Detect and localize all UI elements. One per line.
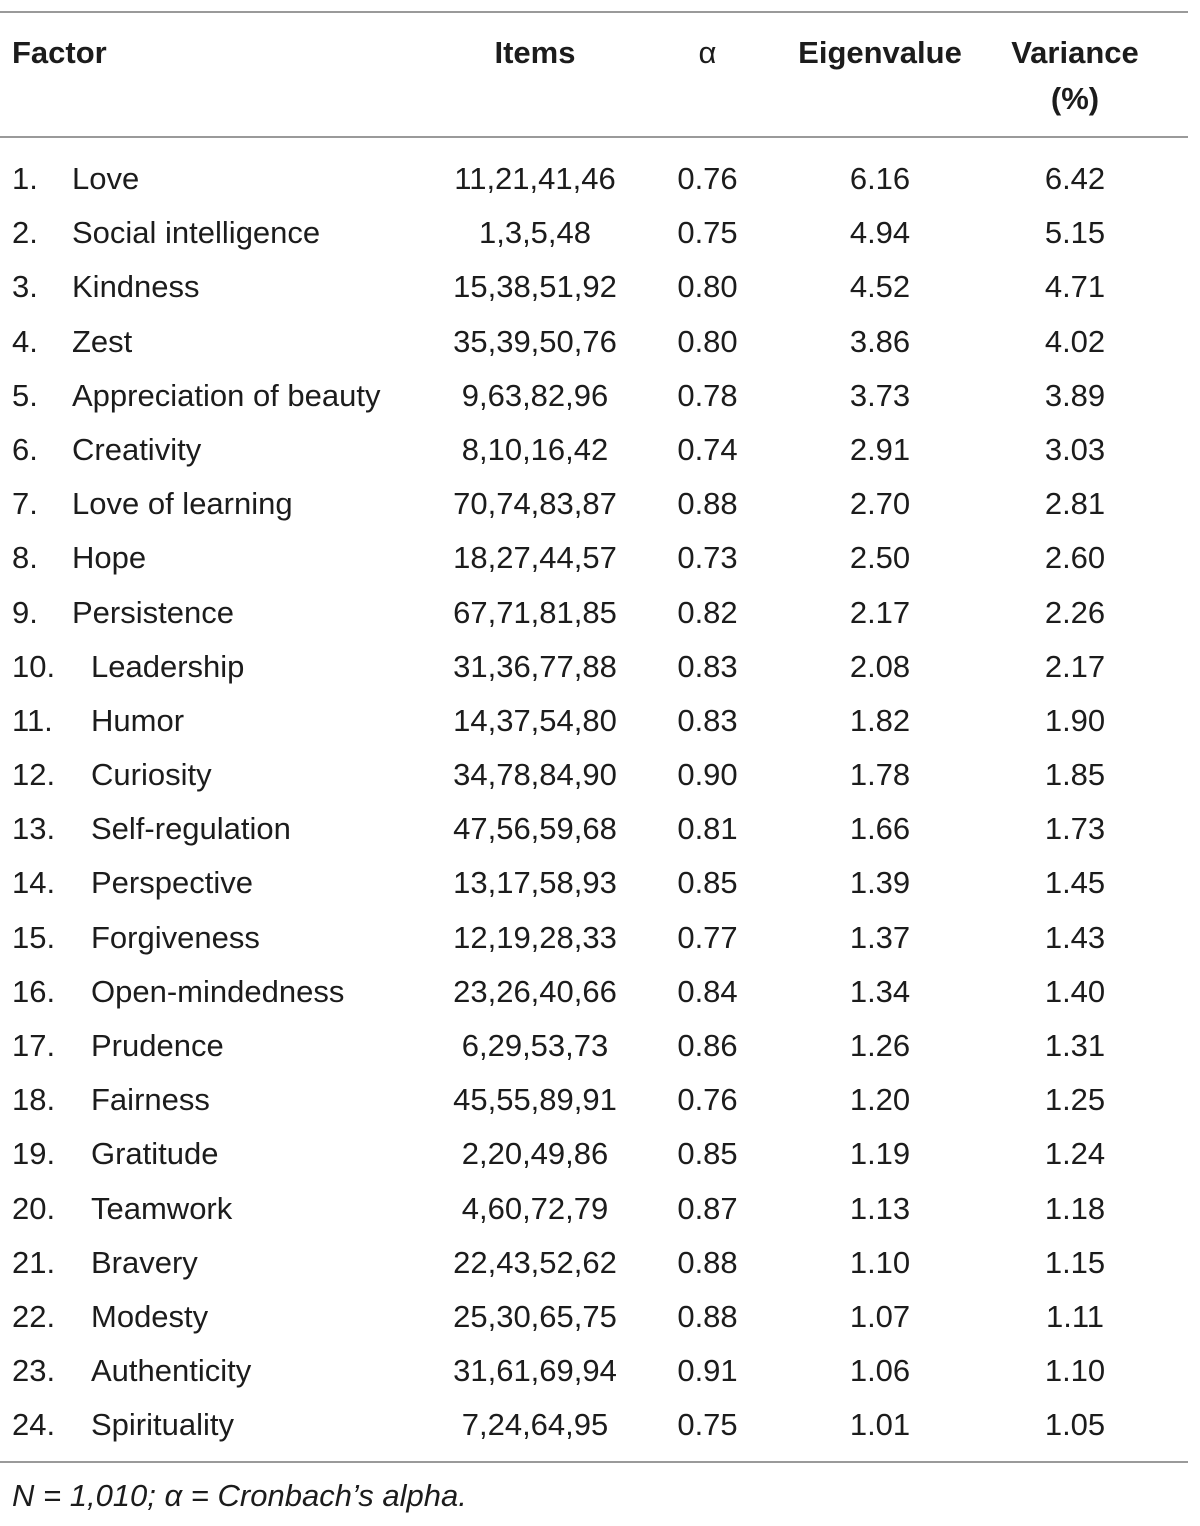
factor-name: Hope	[72, 540, 147, 576]
items-cell: 14,37,54,80	[453, 702, 617, 738]
eigenvalue-cell: 1.82	[849, 702, 911, 738]
row-number: 11.	[12, 702, 53, 738]
eigenvalue-cell: 1.37	[849, 919, 911, 955]
variance-cell: 1.85	[1044, 757, 1106, 793]
variance-cell: 2.81	[1044, 486, 1106, 522]
row-number: 9.	[12, 594, 38, 630]
variance-cell: 4.71	[1044, 269, 1106, 305]
row-number: 5.	[12, 377, 38, 413]
variance-cell: 4.02	[1044, 323, 1106, 359]
variance-cell: 1.45	[1044, 865, 1106, 901]
items-cell: 4,60,72,79	[461, 1190, 609, 1226]
factor-name: Authenticity	[91, 1353, 252, 1389]
table-row	[0, 694, 1188, 748]
items-cell: 13,17,58,93	[453, 865, 617, 901]
eigenvalue-cell: 1.66	[849, 811, 911, 847]
eigenvalue-cell: 1.34	[849, 973, 911, 1009]
alpha-cell: 0.76	[677, 1082, 738, 1118]
row-number: 15.	[12, 919, 56, 955]
eigenvalue-cell: 1.19	[849, 1136, 911, 1172]
variance-cell: 1.24	[1044, 1136, 1106, 1172]
variance-cell: 1.11	[1045, 1298, 1105, 1334]
table-row	[0, 1398, 1188, 1452]
eigenvalue-cell: 6.16	[849, 161, 911, 196]
row-number: 24.	[12, 1407, 56, 1443]
table-row	[0, 423, 1188, 477]
row-number: 20.	[12, 1190, 56, 1226]
table-row	[0, 748, 1188, 802]
table-row	[0, 206, 1188, 260]
alpha-cell: 0.75	[677, 1407, 738, 1443]
factor-name: Persistence	[72, 594, 234, 630]
table-row	[0, 1127, 1188, 1181]
header-variance-line2: (%)	[1050, 81, 1100, 116]
table-row	[0, 911, 1188, 965]
table-row	[0, 1236, 1188, 1290]
row-number: 16.	[12, 973, 56, 1009]
factor-name: Fairness	[91, 1082, 210, 1118]
alpha-cell: 0.90	[677, 757, 738, 793]
factor-name: Leadership	[91, 648, 245, 684]
table-row	[0, 1344, 1188, 1398]
row-number: 12.	[12, 757, 56, 793]
eigenvalue-cell: 2.70	[849, 486, 911, 522]
items-cell: 22,43,52,62	[453, 1244, 617, 1280]
alpha-cell: 0.84	[677, 973, 738, 1009]
table-row	[0, 1073, 1188, 1127]
variance-cell: 1.05	[1044, 1407, 1106, 1443]
items-cell: 70,74,83,87	[453, 486, 617, 522]
eigenvalue-cell: 2.50	[849, 540, 911, 576]
factor-name: Gratitude	[91, 1136, 219, 1172]
eigenvalue-cell: 3.86	[849, 323, 911, 359]
items-cell: 2,20,49,86	[461, 1136, 609, 1172]
eigenvalue-cell: 2.08	[849, 648, 911, 684]
variance-cell: 1.73	[1044, 811, 1106, 847]
table-row	[0, 152, 1188, 206]
factor-name: Love of learning	[72, 486, 293, 522]
variance-cell: 1.43	[1044, 919, 1106, 955]
variance-cell: 1.90	[1044, 702, 1106, 738]
factor-name: Modesty	[91, 1298, 209, 1334]
alpha-cell: 0.80	[677, 269, 738, 305]
variance-cell: 5.15	[1044, 215, 1106, 251]
row-number: 8.	[12, 540, 38, 576]
alpha-cell: 0.88	[677, 1244, 738, 1280]
variance-cell: 6.42	[1044, 161, 1106, 196]
variance-cell: 3.89	[1044, 377, 1106, 413]
factor-name: Creativity	[72, 431, 202, 467]
factor-name: Spirituality	[91, 1407, 234, 1443]
alpha-cell: 0.73	[677, 540, 738, 576]
row-number: 14.	[12, 865, 56, 901]
factor-name: Zest	[72, 323, 133, 359]
items-cell: 8,10,16,42	[461, 431, 609, 467]
alpha-cell: 0.81	[677, 811, 738, 847]
variance-cell: 2.26	[1044, 594, 1106, 630]
alpha-cell: 0.85	[677, 865, 738, 901]
alpha-cell: 0.87	[677, 1190, 738, 1226]
row-number: 4.	[12, 323, 38, 359]
table-row	[0, 965, 1188, 1019]
row-number: 18.	[12, 1082, 56, 1118]
items-cell: 23,26,40,66	[453, 973, 617, 1009]
items-cell: 7,24,64,95	[461, 1407, 609, 1443]
alpha-cell: 0.83	[677, 648, 738, 684]
eigenvalue-cell: 1.13	[849, 1190, 911, 1226]
row-number: 6.	[12, 431, 38, 467]
items-cell: 31,61,69,94	[453, 1353, 617, 1389]
variance-cell: 1.18	[1044, 1190, 1106, 1226]
factor-name: Social intelligence	[72, 215, 321, 251]
eigenvalue-cell: 1.01	[849, 1407, 911, 1443]
factor-name: Self-regulation	[91, 811, 291, 847]
items-cell: 1,3,5,48	[478, 215, 592, 251]
alpha-cell: 0.86	[677, 1028, 738, 1063]
variance-cell: 1.15	[1044, 1244, 1106, 1280]
row-number: 1.	[12, 161, 38, 196]
alpha-cell: 0.78	[677, 377, 738, 413]
items-cell: 31,36,77,88	[453, 648, 617, 684]
alpha-cell: 0.91	[677, 1353, 738, 1389]
factor-name: Teamwork	[91, 1190, 233, 1226]
table-row	[0, 315, 1188, 369]
variance-cell: 3.03	[1044, 431, 1106, 467]
alpha-cell: 0.88	[677, 486, 738, 522]
alpha-cell: 0.88	[677, 1298, 738, 1334]
header-variance	[990, 30, 1160, 122]
factor-name: Humor	[91, 702, 185, 738]
factor-name: Prudence	[91, 1028, 224, 1063]
eigenvalue-cell: 4.94	[849, 215, 911, 251]
eigenvalue-cell: 1.78	[849, 757, 911, 793]
items-cell: 35,39,50,76	[453, 323, 617, 359]
alpha-cell: 0.83	[677, 702, 738, 738]
alpha-cell: 0.80	[677, 323, 738, 359]
header-eigenvalue: Eigenvalue	[798, 35, 962, 70]
table-row	[0, 586, 1188, 640]
eigenvalue-cell: 1.06	[849, 1353, 911, 1389]
items-cell: 12,19,28,33	[453, 919, 617, 955]
table-row	[0, 1290, 1188, 1344]
items-cell: 67,71,81,85	[453, 594, 617, 630]
items-cell: 15,38,51,92	[453, 269, 617, 305]
variance-cell: 1.10	[1044, 1353, 1106, 1389]
table-footnote: N = 1,010; α = Cronbach’s alpha.	[12, 1478, 467, 1513]
factor-name: Kindness	[72, 269, 200, 305]
eigenvalue-cell: 4.52	[849, 269, 911, 305]
table-body	[0, 152, 1188, 1453]
table-row	[0, 802, 1188, 856]
table-row	[0, 1182, 1188, 1236]
variance-cell: 1.40	[1044, 973, 1106, 1009]
table-row	[0, 531, 1188, 585]
eigenvalue-cell: 3.73	[849, 377, 911, 413]
table-row	[0, 640, 1188, 694]
items-cell: 9,63,82,96	[461, 377, 609, 413]
table-header-rule	[0, 136, 1188, 138]
row-number: 22.	[12, 1298, 56, 1334]
row-number: 2.	[12, 215, 38, 251]
variance-cell: 1.31	[1044, 1028, 1106, 1063]
table-row	[0, 1019, 1188, 1073]
alpha-cell: 0.74	[677, 431, 738, 467]
factor-name: Perspective	[91, 865, 253, 901]
factor-name: Love	[72, 161, 140, 196]
alpha-cell: 0.75	[677, 215, 738, 251]
eigenvalue-cell: 2.91	[849, 431, 911, 467]
alpha-cell: 0.82	[677, 594, 738, 630]
row-number: 7.	[12, 486, 38, 522]
table-top-rule	[0, 11, 1188, 13]
row-number: 17.	[12, 1028, 56, 1063]
factor-name: Appreciation of beauty	[72, 377, 381, 413]
row-number: 13.	[12, 811, 56, 847]
items-cell: 34,78,84,90	[453, 757, 617, 793]
factor-name: Curiosity	[91, 757, 212, 793]
items-cell: 11,21,41,46	[454, 161, 616, 196]
variance-cell: 2.17	[1044, 648, 1106, 684]
alpha-cell: 0.85	[677, 1136, 738, 1172]
items-cell: 18,27,44,57	[453, 540, 617, 576]
variance-cell: 2.60	[1044, 540, 1106, 576]
eigenvalue-cell: 1.20	[849, 1082, 911, 1118]
table-row	[0, 369, 1188, 423]
header-factor: Factor	[12, 35, 107, 70]
header-variance-line1: Variance	[1011, 35, 1139, 70]
row-number: 21.	[12, 1244, 56, 1280]
table-header-row	[0, 30, 1188, 130]
table-bottom-rule	[0, 1461, 1188, 1463]
factor-name: Bravery	[91, 1244, 198, 1280]
items-cell: 6,29,53,73	[461, 1028, 609, 1063]
table-row	[0, 260, 1188, 314]
eigenvalue-cell: 1.39	[849, 865, 911, 901]
items-cell: 45,55,89,91	[453, 1082, 617, 1118]
row-number: 10.	[12, 648, 56, 684]
row-number: 19.	[12, 1136, 56, 1172]
factor-name: Forgiveness	[91, 919, 260, 955]
eigenvalue-cell: 1.07	[849, 1298, 911, 1334]
row-number: 3.	[12, 269, 38, 305]
header-alpha: α	[698, 35, 717, 70]
variance-cell: 1.25	[1044, 1082, 1106, 1118]
items-cell: 47,56,59,68	[453, 811, 617, 847]
factor-name: Open-mindedness	[91, 973, 345, 1009]
items-cell: 25,30,65,75	[453, 1298, 617, 1334]
alpha-cell: 0.76	[677, 161, 738, 196]
eigenvalue-cell: 1.26	[849, 1028, 911, 1063]
header-items: Items	[494, 35, 576, 70]
eigenvalue-cell: 2.17	[849, 594, 911, 630]
table-row	[0, 477, 1188, 531]
row-number: 23.	[12, 1353, 56, 1389]
table-row	[0, 856, 1188, 910]
alpha-cell: 0.77	[677, 919, 738, 955]
eigenvalue-cell: 1.10	[849, 1244, 911, 1280]
